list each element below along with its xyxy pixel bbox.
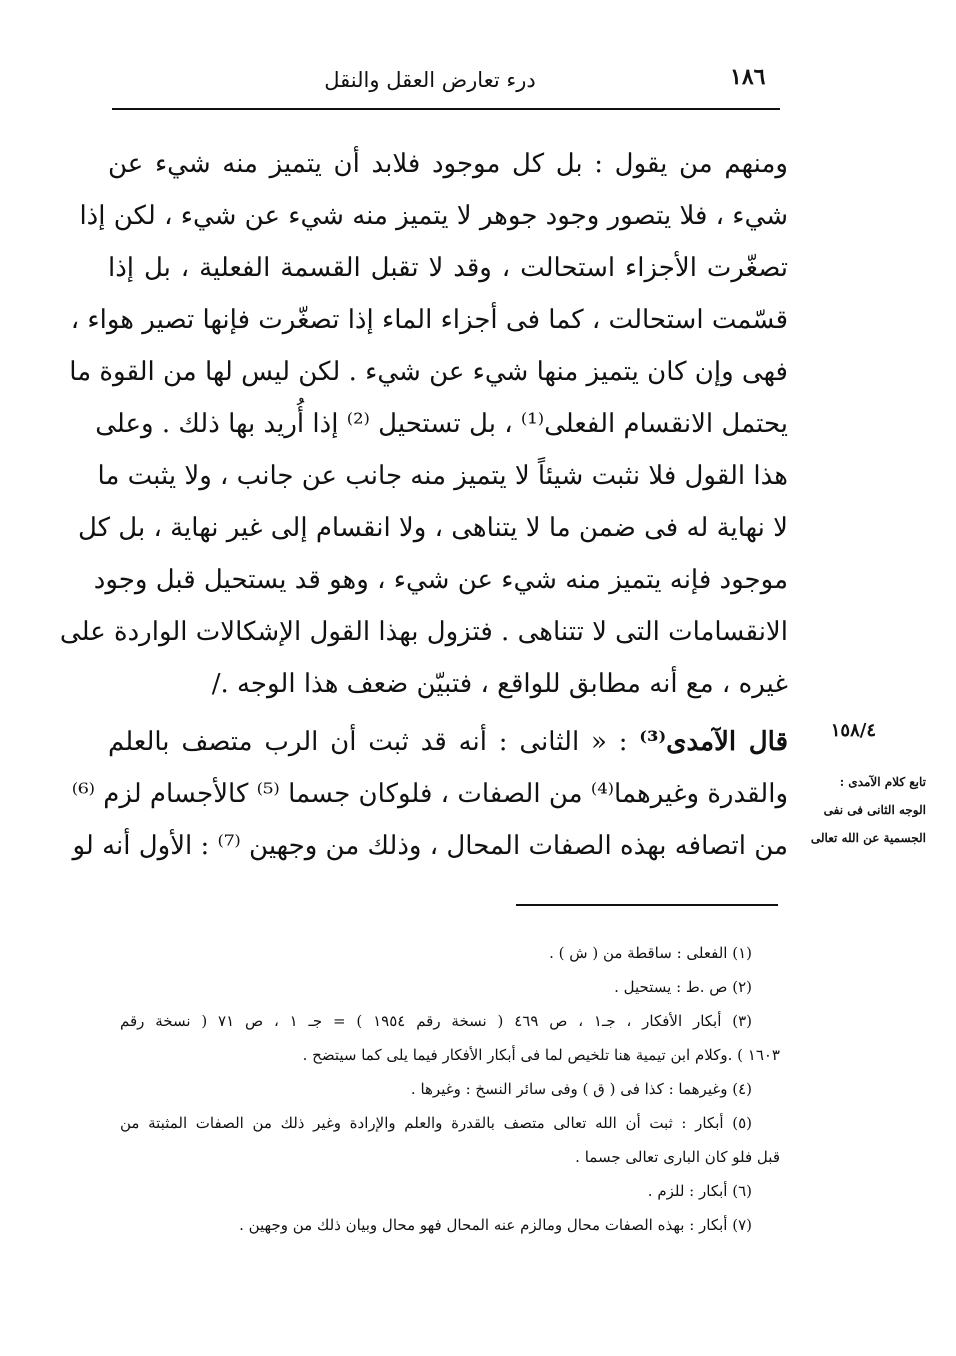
footnote: (١) الفعلى : ساقطة من ( ش ) .: [549, 944, 752, 962]
footnote: (٧) أبكار : بهذه الصفات محال ومالزم عنه المحال فهو محال وبيان ذلك من وجهين .: [239, 1216, 752, 1234]
text-line: والقدرة وغيرهما⁽⁴⁾ من الصفات ، فلوكان جسما ⁽⁵⁾ كالأجسام لزم ⁽⁶⁾: [71, 779, 788, 809]
text-line: موجود فإنه يتميز منه شيء عن شيء ، وهو قد يستحيل قبل وجود: [93, 565, 788, 595]
text-line: لا نهاية له فى ضمن ما لا يتناهى ، ولا انقسام إلى غير نهاية ، بل كل: [77, 513, 788, 543]
footnotes: [120, 936, 780, 1242]
footnote: (٥) أبكار : ثبت أن الله تعالى متصف بالقدرة والعلم والإرادة وغير ذلك من الصفات المثبتة من: [120, 1114, 752, 1132]
text-line: فهى وإن كان يتميز منها شيء عن شيء . لكن ليس لها من القوة ما: [69, 357, 788, 387]
footnote: (٢) ص .ط : يستحيل .: [614, 978, 752, 996]
text-line: تصغّرت الأجزاء استحالت ، وقد لا تقبل القسمة الفعلية ، بل إذا: [108, 253, 788, 283]
main-text: [59, 138, 788, 872]
footnote-continuation: ١٦٠٣ ) .وكلام ابن تيمية هنا تلخيص لما فى أبكار الأفكار فيما يلى كما سيتضح .: [302, 1046, 780, 1064]
footnote: (٦) أبكار : للزم .: [647, 1182, 752, 1200]
text-line: الانقسامات التى لا تتناهى . فتزول بهذا القول الإشكالات الواردة على: [59, 617, 788, 647]
margin-note: [786, 768, 926, 852]
text-line: قسّمت استحالت ، كما فى أجزاء الماء إذا تصغّرت فإنها تصير هواء ،: [70, 305, 788, 335]
footnote: (٣) أبكار الأفكار ، جـ١ ، ص ٤٦٩ ( نسخة رقم ١٩٥٤ ) = جـ ١ ، ص ٧١ ( نسخة رقم: [120, 1012, 752, 1030]
footnote-continuation: قبل فلو كان البارى تعالى جسما .: [575, 1148, 780, 1166]
margin-page-reference: ١٥٨/٤: [830, 720, 876, 741]
margin-note-line: الجسمية عن الله تعالى: [810, 831, 926, 845]
margin-note-line: تابع كلام الآمدى :: [839, 775, 926, 789]
text-line: شيء ، فلا يتصور وجود جوهر لا يتميز منه شيء عن شيء ، لكن إذا: [79, 201, 788, 231]
running-title: درء تعارض العقل والنقل: [324, 68, 536, 92]
paragraph-two-first-line-text: : « الثانى : أنه قد ثبت أن الرب متصف بالعلم: [108, 727, 640, 757]
page-number: ١٨٦: [730, 64, 766, 90]
footnote: (٤) وغيرهما : كذا فى ( ق ) وفى سائر النسخ : وغيرها .: [410, 1080, 752, 1098]
text-line: من اتصافه بهذه الصفات المحال ، وذلك من وجهين ⁽⁷⁾ : الأول أنه لو: [72, 831, 788, 861]
speaker-name: قال الآمدى⁽³⁾: [639, 727, 788, 757]
text-line: ومنهم من يقول : بل كل موجود فلابد أن يتميز منه شيء عن: [108, 149, 788, 179]
footnote-rule: [516, 904, 778, 906]
text-line: يحتمل الانقسام الفعلى⁽¹⁾ ، بل تستحيل ⁽²⁾ إذا أُريد بها ذلك . وعلى: [95, 409, 788, 439]
margin-note-line: الوجه الثانى فى نفى: [823, 803, 926, 817]
text-line: غيره ، مع أنه مطابق للواقع ، فتبيّن ضعف هذا الوجه ./: [211, 669, 788, 699]
text-line: هذا القول فلا نثبت شيئاً لا يتميز منه جانب عن جانب ، ولا يثبت ما: [97, 461, 788, 491]
paragraph-two-first-line: [108, 716, 788, 768]
header-rule: [112, 108, 780, 110]
